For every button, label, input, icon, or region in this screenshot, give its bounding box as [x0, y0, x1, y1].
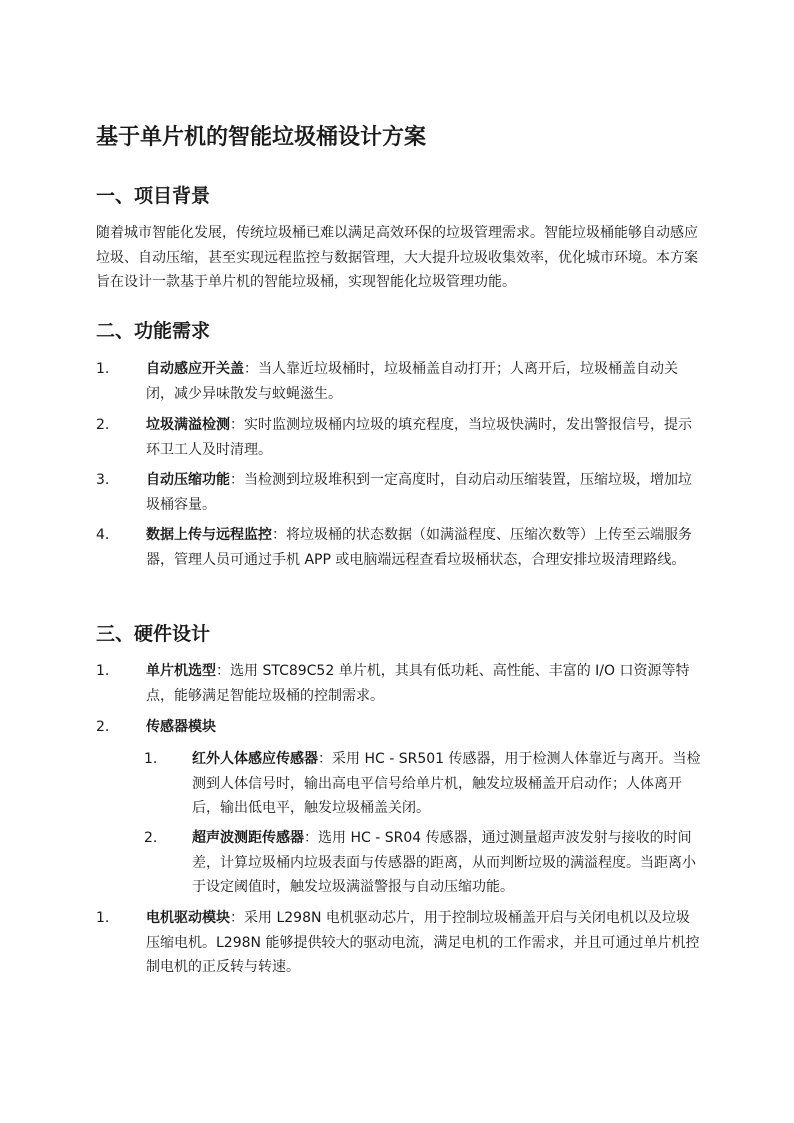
sensor-text: ：选用 HC - SR04 传感器，通过测量超声波发射与接收的时间差，计算垃圾桶内垃圾表面与传感器的距离，从而判断垃圾的满溢程度。当距离小于设定阈值时，触发垃圾满溢警报与自动压缩功能。: [192, 830, 696, 895]
heading-background: 一、项目背景: [96, 185, 211, 207]
requirement-label: 自动感应开关盖: [146, 361, 244, 377]
list-number: 2.: [96, 719, 110, 735]
list-number: 3.: [96, 472, 110, 488]
hardware-label: 电机驱动模块: [146, 910, 230, 926]
requirement-label: 垃圾满溢检测: [146, 417, 230, 433]
heading-requirements: 二、功能需求: [96, 320, 211, 342]
list-number: 4.: [96, 527, 110, 543]
requirement-text: ：当人靠近垃圾桶时，垃圾桶盖自动打开；人离开后，垃圾桶盖自动关闭，减少异味散发与蚊蝇滋生。: [146, 361, 678, 402]
document-title: 基于单片机的智能垃圾桶设计方案: [96, 125, 427, 150]
list-number: 2.: [96, 417, 110, 433]
list-number: 1.: [96, 663, 110, 679]
list-number: 2.: [144, 830, 158, 846]
list-number: 1.: [96, 910, 110, 926]
hardware-label: 传感器模块: [146, 719, 216, 735]
sensor-label: 超声波测距传感器: [192, 830, 304, 846]
requirement-text: ：将垃圾桶的状态数据（如满溢程度、压缩次数等）上传至云端服务器，管理人员可通过手机 APP 或电脑端远程查看垃圾桶状态，合理安排垃圾清理路线。: [146, 527, 692, 568]
hardware-label: 单片机选型: [146, 663, 216, 679]
hardware-text: ：采用 L298N 电机驱动芯片，用于控制垃圾桶盖开启与关闭电机以及垃圾压缩电机。L298N 能够提供较大的驱动电流，满足电机的工作需求，并且可通过单片机控制电机的正反转与转速。: [146, 910, 700, 975]
requirement-label: 数据上传与远程监控: [146, 527, 272, 543]
sensor-text: ：采用 HC - SR501 传感器，用于检测人体靠近与离开。当检测到人体信号时，输出高电平信号给单片机，触发垃圾桶盖开启动作；人体离开后，输出低电平，触发垃圾桶盖关闭。: [192, 751, 701, 816]
hardware-text: ：选用 STC89C52 单片机，其具有低功耗、高性能、丰富的 I/O 口资源等特点，能够满足智能垃圾桶的控制需求。: [146, 663, 690, 704]
requirement-text: ：实时监测垃圾桶内垃圾的填充程度，当垃圾快满时，发出警报信号，提示环卫工人及时清理。: [146, 417, 692, 458]
requirement-label: 自动压缩功能: [146, 472, 230, 488]
requirement-text: ：当检测到垃圾堆积到一定高度时，自动启动压缩装置，压缩垃圾，增加垃圾桶容量。: [146, 472, 692, 513]
background-paragraph: 随着城市智能化发展，传统垃圾桶已难以满足高效环保的垃圾管理需求。智能垃圾桶能够自动感应垃圾、自动压缩，甚至实现远程监控与数据管理，大大提升垃圾收集效率，优化城市环境。本方案旨在设计一款基于单片机的智能垃圾桶，实现智能化垃圾管理功能。: [96, 225, 698, 290]
list-number: 1.: [144, 751, 158, 767]
heading-hardware: 三、硬件设计: [96, 623, 211, 645]
sensor-label: 红外人体感应传感器: [192, 751, 318, 767]
list-number: 1.: [96, 361, 110, 377]
